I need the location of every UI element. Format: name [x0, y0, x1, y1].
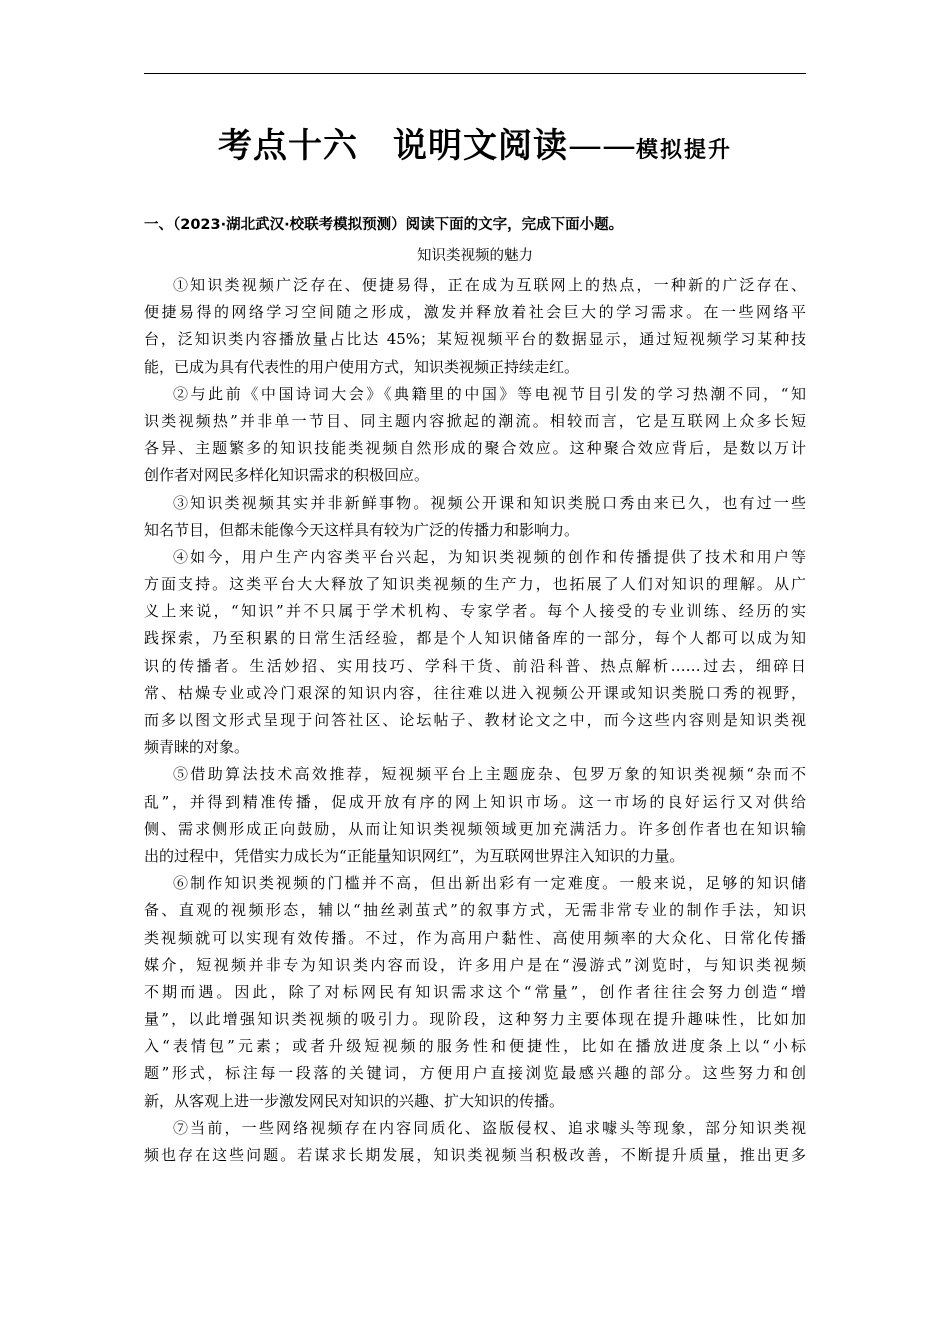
paragraph-line: 题”形式，标注每一段落的关键词，方便用户直接浏览最感兴趣的部分。这些努力和创: [144, 1064, 806, 1083]
paragraph-line: 乱”，并得到精准传播，促成开放有序的网上知识市场。这一市场的良好运行又对供给: [144, 792, 806, 811]
paragraph: [144, 381, 806, 490]
paragraph-line: 而多以图文形式呈现于问答社区、论坛帖子、教材论文之中，而今这些内容则是知识类视: [144, 711, 806, 729]
paragraph: [144, 490, 806, 544]
paragraph-line: 践探索，乃至积累的日常生活经验，都是个人知识储备库的一部分，每个人都可以成为知: [144, 629, 806, 648]
paragraph-line: 不期而遇。因此，除了对标网民有知识需求这个“常量”，创作者往往会努力创造“增: [144, 982, 806, 1001]
paragraph-line: 各异、主题繁多的知识技能类视频自然形成的聚合效应。这种聚合效应背后，是数以万计: [144, 439, 806, 458]
paragraph-line: ①知识类视频广泛存在、便捷易得，正在成为互联网上的热点，一种新的广泛存在、: [173, 276, 806, 294]
question-heading: 一、（2023·湖北武汉·校联考模拟预测）阅读下面的文字，完成下面小题。: [144, 217, 624, 233]
paragraph-line: 台，泛知识类内容播放量占比达 45%；某短视频平台的数据显示，通过短视频学习某种技: [144, 330, 806, 349]
title-main: 考点十六 说明文阅读: [217, 126, 568, 166]
paragraph-line: 知名节目，但都未能像今天这样具有较为广泛的传播力和影响力。: [144, 520, 580, 539]
paragraph-line: ②与此前《中国诗词大会》《典籍里的中国》等电视节目引发的学习热潮不同，“知: [173, 384, 806, 403]
paragraph-line: 量”，以此增强知识类视频的吸引力。现阶段，这种努力主要体现在提升趣味性，比如加: [144, 1010, 806, 1029]
paragraph-line: 类视频就可以实现有效传播。不过，作为高用户黏性、高使用频率的大众化、日常化传播: [144, 928, 806, 947]
paragraph: [144, 870, 806, 1115]
paragraph-line: 义上来说，“知识”并不只属于学术机构、专家学者。每个人接受的专业训练、经历的实: [144, 602, 806, 621]
paragraph-line: 频青睐的对象。: [144, 738, 250, 757]
header-rule: [144, 73, 806, 74]
paragraph-line: ⑦当前，一些网络视频存在内容同质化、盗版侵权、追求噱头等现象，部分知识类视: [173, 1118, 806, 1137]
paragraph-line: 方面支持。这类平台大大释放了知识类视频的生产力，也拓展了人们对知识的理解。从广: [144, 575, 806, 594]
paragraph-line: 侧、需求侧形成正向鼓励，从而让知识类视频领域更加充满活力。许多创作者也在知识输: [144, 819, 806, 838]
paragraph-line: ④如今，用户生产内容类平台兴起，为知识类视频的创作和传播提供了技术和用户等: [173, 547, 806, 566]
article-body: [144, 272, 806, 1169]
article-title: 知识类视频的魅力: [417, 248, 533, 264]
paragraph-line: 频也存在这些问题。若谋求长期发展，知识类视频当积极改善，不断提升质量，推出更多: [144, 1146, 806, 1164]
paragraph-line: 能，已成为具有代表性的用户使用方式，知识类视频正持续走红。: [144, 357, 580, 376]
paragraph: [144, 1115, 806, 1169]
paragraph-line: ⑤借助算法技术高效推荐，短视频平台上主题庞杂、包罗万象的知识类视频“杂而不: [173, 765, 806, 784]
page-title: [0, 118, 950, 167]
paragraph: [144, 544, 806, 762]
paragraph-line: ⑥制作知识类视频的门槛并不高，但出新出彩有一定难度。一般来说，足够的知识储: [173, 874, 806, 893]
paragraph-line: 新，从客观上进一步激发网民对知识的兴趣、扩大知识的传播。: [144, 1091, 565, 1110]
paragraph: [144, 272, 806, 381]
paragraph-line: 备、直观的视频形态，辅以“抽丝剥茧式”的叙事方式，无需非常专业的制作手法，知识: [144, 901, 806, 920]
paragraph-line: ③知识类视频其实并非新鲜事物。视频公开课和知识类脱口秀由来已久，也有过一些: [173, 493, 806, 512]
paragraph-line: 便捷易得的网络学习空间随之形成，激发并释放着社会巨大的学习需求。在一些网络平: [144, 303, 806, 322]
paragraph-line: 出的过程中，凭借实力成长为“正能量知识网红”，为互联网世界注入知识的力量。: [144, 846, 685, 865]
paragraph-line: 常、枯燥专业或冷门艰深的知识内容，往往难以进入视频公开课或知识类脱口秀的视野，: [144, 683, 806, 702]
paragraph-line: 识的传播者。生活妙招、实用技巧、学科干货、前沿科普、热点解析……过去，细碎日: [144, 656, 806, 675]
paragraph-line: 创作者对网民多样化知识需求的积极回应。: [144, 466, 430, 485]
paragraph-line: 媒介，短视频并非专为知识类内容而设，许多用户是在“漫游式”浏览时，与知识类视频: [144, 955, 806, 974]
paragraph-line: 入“表情包”元素；或者升级短视频的服务性和便捷性，比如在播放进度条上以“小标: [144, 1037, 806, 1056]
title-dash: ——: [567, 126, 636, 166]
title-sub: 模拟提升: [635, 138, 732, 163]
paragraph-line: 识类视频热”并非单一节目、同主题内容掀起的潮流。相较而言，它是互联网上众多长短: [144, 411, 806, 430]
paragraph: [144, 761, 806, 870]
